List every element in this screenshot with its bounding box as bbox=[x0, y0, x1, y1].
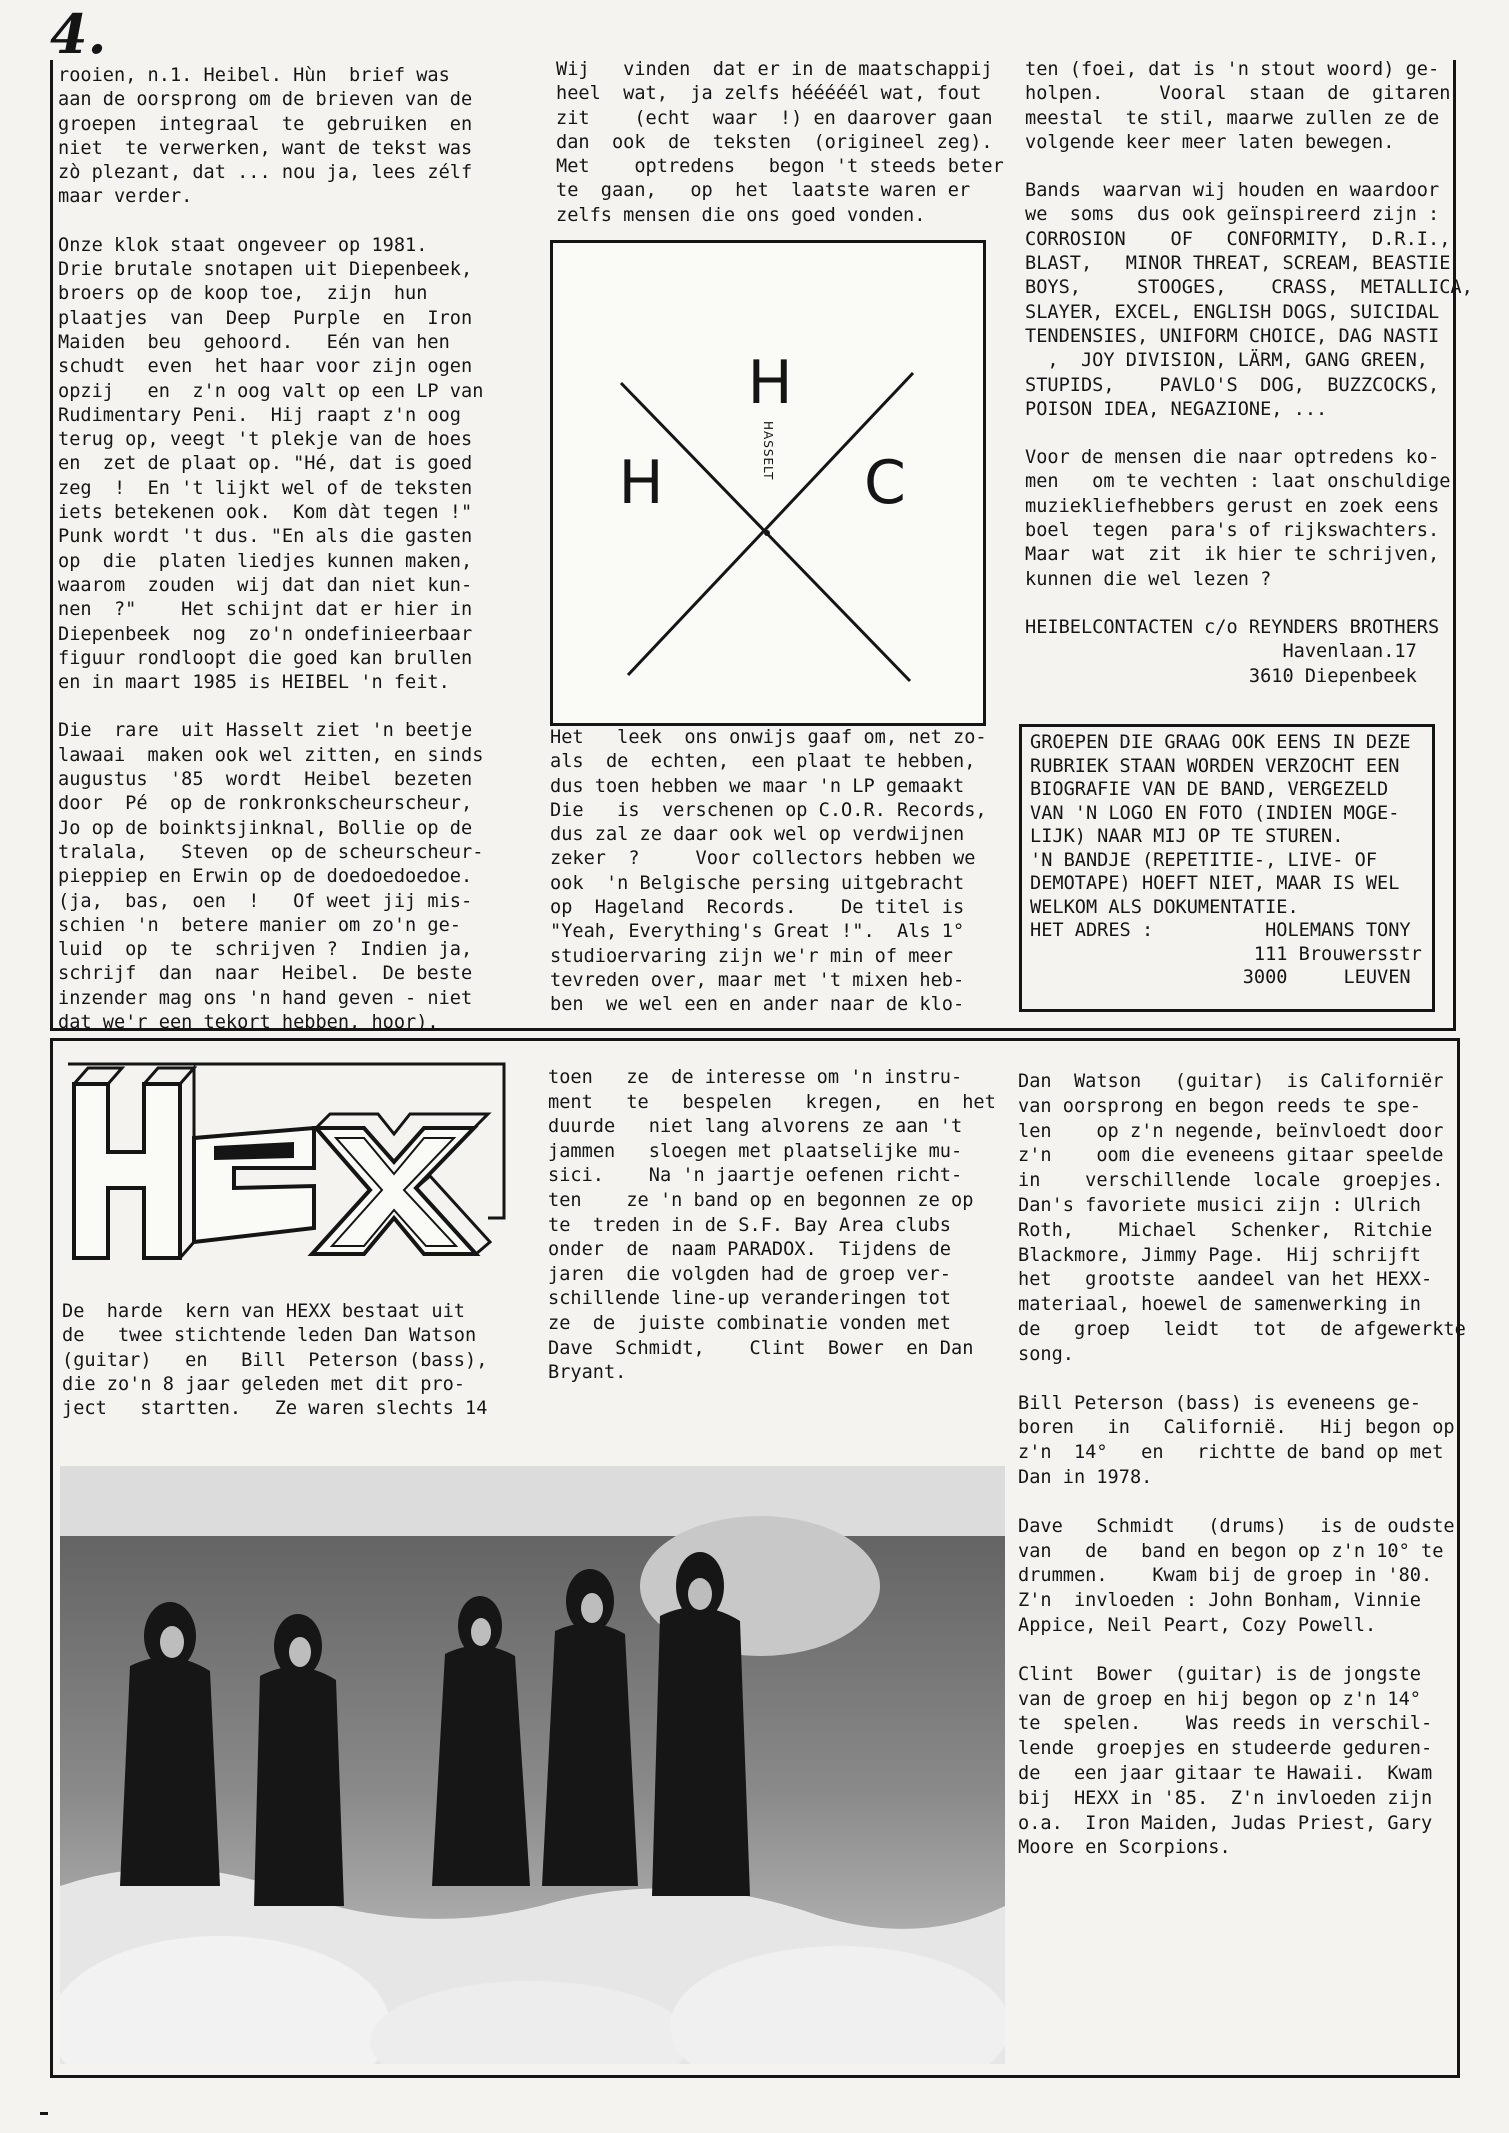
text-line: BOYS, STOOGES, CRASS, METALLICA, bbox=[1025, 277, 1473, 299]
text-line: van de band en begon op z'n 10° te bbox=[1018, 1540, 1444, 1562]
text-line: luid op te schrijven ? Indien ja, bbox=[58, 939, 473, 961]
text-line: inzender mag ons 'n hand geven - niet bbox=[58, 987, 473, 1009]
text-line: bij HEXX in '85. Z'n invloeden zijn bbox=[1018, 1787, 1433, 1809]
text-line: men om te vechten : laat onschuldige bbox=[1025, 471, 1451, 493]
text-line: en in maart 1985 is HEIBEL 'n feit. bbox=[58, 672, 450, 694]
text-line: de een jaar gitaar te Hawaii. Kwam bbox=[1018, 1762, 1433, 1784]
text-line: Die rare uit Hasselt ziet 'n beetje bbox=[58, 720, 473, 742]
notice-line: HET ADRES : HOLEMANS TONY bbox=[1030, 920, 1411, 941]
text-line: op die platen liedjes kunnen maken, bbox=[58, 550, 473, 572]
page-corner-mark bbox=[40, 2112, 48, 2115]
text-line: "Yeah, Everything's Great !". Als 1° bbox=[550, 921, 965, 943]
hexx-column-2 bbox=[548, 1066, 996, 1410]
paragraph bbox=[1025, 179, 1473, 422]
text-line: volgende keer meer laten bewegen. bbox=[1025, 131, 1395, 153]
text-line: dan ook de teksten (origineel zeg). bbox=[556, 131, 993, 153]
text-line: ten (foei, dat is 'n stout woord) ge- bbox=[1025, 59, 1440, 80]
text-line: sici. Na 'n jaartje oefenen richt- bbox=[548, 1165, 963, 1187]
text-line: jaren die volgden had de groep ver- bbox=[548, 1263, 951, 1285]
notice-line: 3000 LEUVEN bbox=[1030, 967, 1411, 988]
heibel-column-2-bottom bbox=[550, 726, 987, 1042]
text-line: meestal te stil, maarwe zullen ze de bbox=[1025, 107, 1440, 129]
text-line: dus zal ze daar ook wel op verdwijnen bbox=[550, 824, 965, 846]
hxc-letter-c-right: C bbox=[864, 448, 906, 518]
text-line: materiaal, hoewel de samenwerking in bbox=[1018, 1294, 1421, 1316]
text-line: BLAST, MINOR THREAT, SCREAM, BEASTIE bbox=[1025, 253, 1451, 275]
text-line: ben we wel een en ander naar de klo- bbox=[550, 994, 965, 1016]
text-line: ook 'n Belgische persing uitgebracht bbox=[550, 872, 965, 894]
text-line: Diepenbeek nog zo'n ondefinieerbaar bbox=[58, 623, 473, 645]
paragraph bbox=[58, 64, 483, 210]
text-line: schillende line-up veranderingen tot bbox=[548, 1288, 951, 1310]
text-line: als de echten, een plaat te hebben, bbox=[550, 751, 976, 773]
text-line: Die is verschenen op C.O.R. Records, bbox=[550, 799, 987, 821]
text-line: rooien, n.1. Heibel. Hùn brief was bbox=[58, 65, 450, 86]
heibel-column-2-top bbox=[556, 58, 1004, 252]
text-line: boren in Californië. Hij begon op bbox=[1018, 1417, 1455, 1439]
heibel-column-3 bbox=[1025, 58, 1473, 713]
text-line: Bill Peterson (bass) is eveneens ge- bbox=[1018, 1392, 1421, 1414]
notice-line: DEMOTAPE) HOEFT NIET, MAAR IS WEL bbox=[1030, 873, 1400, 894]
hexx-column-3 bbox=[1018, 1070, 1466, 1885]
text-line: zeg ! En 't lijkt wel of de teksten bbox=[58, 477, 473, 499]
notice-line: 111 Brouwersstr bbox=[1030, 943, 1422, 965]
text-line: en zet de plaat op. "Hé, dat is goed bbox=[58, 453, 473, 475]
text-line: Dan Watson (guitar) is Californiër bbox=[1018, 1071, 1444, 1092]
hexx-logo-label: HEXX bbox=[64, 1058, 67, 1059]
text-line: z'n oom die eveneens gitaar speelde bbox=[1018, 1145, 1444, 1167]
text-line: POISON IDEA, NEGAZIONE, ... bbox=[1025, 398, 1328, 420]
text-line: CORROSION OF CONFORMITY, D.R.I., bbox=[1025, 228, 1451, 250]
text-line: iets betekenen ook. Kom dàt tegen !" bbox=[58, 502, 473, 524]
text-line: ment te bespelen kregen, en het bbox=[548, 1091, 996, 1113]
text-line: te spelen. Was reeds in verschil- bbox=[1018, 1713, 1433, 1735]
text-line: heel wat, ja zelfs hééééél wat, fout bbox=[556, 83, 982, 105]
text-line: Roth, Michael Schenker, Ritchie bbox=[1018, 1219, 1433, 1241]
text-line: Onze klok staat ongeveer op 1981. bbox=[58, 234, 428, 256]
text-line: duurde niet lang alvorens ze aan 't bbox=[548, 1116, 963, 1138]
paragraph bbox=[1025, 616, 1473, 689]
text-line: groepen integraal te gebruiken en bbox=[58, 113, 473, 135]
text-line: van oorsprong en begon reeds te spe- bbox=[1018, 1095, 1421, 1117]
text-line: 3610 Diepenbeek bbox=[1025, 665, 1417, 687]
text-line: tevreden over, maar met 't mixen heb- bbox=[550, 969, 965, 991]
text-line: muziekliefhebbers gerust en zoek eens bbox=[1025, 495, 1440, 517]
text-line: maar verder. bbox=[58, 186, 193, 208]
text-line: zò plezant, dat ... nou ja, lees zélf bbox=[58, 162, 473, 184]
text-line: Dave Schmidt, Clint Bower en Dan bbox=[548, 1337, 974, 1359]
text-line: dat we'r een tekort hebben, hoor). bbox=[58, 1011, 439, 1033]
hexx-logo bbox=[64, 1058, 524, 1268]
paragraph bbox=[62, 1300, 487, 1421]
text-line: onder de naam PARADOX. Tijdens de bbox=[548, 1239, 951, 1261]
paragraph bbox=[1018, 1392, 1466, 1491]
text-line: Wij vinden dat er in de maatschappij bbox=[556, 59, 993, 80]
notice-line: VAN 'N LOGO EN FOTO (INDIEN MOGE- bbox=[1030, 802, 1400, 824]
text-line: toen ze de interesse om 'n instru- bbox=[548, 1067, 963, 1088]
notice-line: RUBRIEK STAAN WORDEN VERZOCHT EEN bbox=[1030, 755, 1400, 777]
text-line: Met optredens begon 't steeds beter bbox=[556, 156, 1004, 178]
hxc-hasselt-word: HASSELT bbox=[761, 421, 775, 481]
text-line: Het leek ons onwijs gaaf om, net zo- bbox=[550, 727, 987, 748]
text-line: aan de oorsprong om de brieven van de bbox=[58, 89, 473, 111]
paragraph bbox=[550, 726, 987, 1018]
text-line: kunnen die wel lezen ? bbox=[1025, 568, 1272, 590]
paragraph bbox=[1025, 446, 1473, 592]
text-line: , JOY DIVISION, LÄRM, GANG GREEN, bbox=[1025, 350, 1428, 372]
text-line: de groep leidt tot de afgewerkte bbox=[1018, 1318, 1466, 1340]
text-line: Bryant. bbox=[548, 1362, 627, 1384]
text-line: Appice, Neil Peart, Cozy Powell. bbox=[1018, 1614, 1377, 1636]
page-number: 4. bbox=[50, 2, 107, 66]
text-line: Clint Bower (guitar) is de jongste bbox=[1018, 1663, 1421, 1685]
text-line: het grootste aandeel van het HEXX- bbox=[1018, 1269, 1433, 1291]
text-line: terug op, veegt 't plekje van de hoes bbox=[58, 429, 473, 451]
submission-notice-box bbox=[1019, 724, 1435, 1012]
text-line: STUPIDS, PAVLO'S DOG, BUZZCOCKS, bbox=[1025, 374, 1440, 396]
paragraph bbox=[1025, 58, 1473, 155]
hxc-hasselt-logo bbox=[550, 240, 986, 726]
text-line: Z'n invloeden : John Bonham, Vinnie bbox=[1018, 1590, 1421, 1612]
notice-line: GROEPEN DIE GRAAG OOK EENS IN DEZE bbox=[1030, 732, 1411, 753]
text-line: te gaan, op het laatste waren er bbox=[556, 180, 971, 202]
text-line: te treden in de S.F. Bay Area clubs bbox=[548, 1214, 951, 1236]
text-line: SLAYER, EXCEL, ENGLISH DOGS, SUICIDAL bbox=[1025, 301, 1440, 323]
text-line: de twee stichtende leden Dan Watson bbox=[62, 1325, 477, 1347]
notice-line: BIOGRAFIE VAN DE BAND, VERGEZELD bbox=[1030, 779, 1389, 800]
text-line: lende groepjes en studeerde geduren- bbox=[1018, 1738, 1433, 1760]
text-line: (guitar) en Bill Peterson (bass), bbox=[62, 1349, 488, 1371]
notice-line: LIJK) NAAR MIJ OP TE STUREN. bbox=[1030, 826, 1344, 847]
paragraph bbox=[58, 719, 483, 1035]
text-line: zeker ? Voor collectors hebben we bbox=[550, 848, 976, 870]
text-line: z'n 14° en richtte de band op met bbox=[1018, 1442, 1444, 1464]
text-line: figuur rondloopt die goed kan brullen bbox=[58, 647, 473, 669]
text-line: boel tegen para's of rijkswachters. bbox=[1025, 520, 1440, 542]
text-line: song. bbox=[1018, 1343, 1074, 1365]
paragraph bbox=[556, 58, 1004, 228]
paragraph bbox=[1018, 1515, 1466, 1639]
text-line: ze de juiste combinatie vonden met bbox=[548, 1312, 951, 1334]
text-line: Maiden beu gehoord. Eén van hen bbox=[58, 331, 450, 353]
text-line: De harde kern van HEXX bestaat uit bbox=[62, 1301, 465, 1322]
text-line: Maar wat zit ik hier te schrijven, bbox=[1025, 544, 1440, 566]
text-line: Drie brutale snotapen uit Diepenbeek, bbox=[58, 259, 473, 281]
text-line: lawaai maken ook wel zitten, en sinds bbox=[58, 744, 484, 766]
hexx-column-1 bbox=[62, 1300, 487, 1445]
text-line: Dan's favoriete musici zijn : Ulrich bbox=[1018, 1194, 1421, 1216]
text-line: van de groep en hij begon op z'n 14° bbox=[1018, 1688, 1421, 1710]
text-line: ject startten. Ze waren slechts 14 bbox=[62, 1398, 488, 1420]
text-line: in verschillende locale groepjes. bbox=[1018, 1170, 1444, 1192]
text-line: Havenlaan.17 bbox=[1025, 641, 1417, 663]
text-line: jammen sloegen met plaatselijke mu- bbox=[548, 1140, 963, 1162]
notice-line: WELKOM ALS DOKUMENTATIE. bbox=[1030, 896, 1299, 918]
text-line: dus toen hebben we maar 'n LP gemaakt bbox=[550, 775, 965, 797]
text-line: opzij en z'n oog valt op een LP van bbox=[58, 380, 484, 402]
text-line: Dave Schmidt (drums) is de oudste bbox=[1018, 1515, 1455, 1537]
text-line: Bands waarvan wij houden en waardoor bbox=[1025, 180, 1440, 202]
hxc-letter-h-left: H bbox=[618, 448, 664, 518]
text-line: studioervaring zijn we'r min of meer bbox=[550, 945, 953, 967]
text-line: nen ?" Het schijnt dat er hier in bbox=[58, 599, 473, 621]
text-line: Punk wordt 't dus. "En als die gasten bbox=[58, 526, 473, 548]
text-line: schrijf dan naar Heibel. De beste bbox=[58, 963, 473, 985]
text-line: Rudimentary Peni. Hij raapt z'n oog bbox=[58, 404, 461, 426]
text-line: (ja, bas, oen ! Of weet jij mis- bbox=[58, 890, 473, 912]
paragraph bbox=[1018, 1663, 1466, 1861]
heibel-column-1 bbox=[58, 64, 483, 1059]
text-line: Moore en Scorpions. bbox=[1018, 1837, 1231, 1859]
text-line: die zo'n 8 jaar geleden met dit pro- bbox=[62, 1373, 465, 1395]
text-line: door Pé op de ronkronkscheurscheur, bbox=[58, 793, 473, 815]
text-line: TENDENSIES, UNIFORM CHOICE, DAG NASTI bbox=[1025, 325, 1440, 347]
text-line: Blackmore, Jimmy Page. Hij schrijft bbox=[1018, 1244, 1421, 1266]
text-line: niet te verwerken, want de tekst was bbox=[58, 137, 473, 159]
text-line: waarom zouden wij dat dan niet kun- bbox=[58, 574, 473, 596]
text-line: HEIBELCONTACTEN c/o REYNDERS BROTHERS bbox=[1025, 616, 1440, 638]
text-line: pieppiep en Erwin op de doedoedoedoe. bbox=[58, 866, 473, 888]
text-line: plaatjes van Deep Purple en Iron bbox=[58, 307, 473, 329]
text-line: Dan in 1978. bbox=[1018, 1466, 1153, 1488]
text-line: holpen. Vooral staan de gitaren bbox=[1025, 83, 1451, 105]
text-line: o.a. Iron Maiden, Judas Priest, Gary bbox=[1018, 1812, 1433, 1834]
text-line: drummen. Kwam bij de groep in '80. bbox=[1018, 1565, 1433, 1587]
notice-line: 'N BANDJE (REPETITIE-, LIVE- OF bbox=[1030, 849, 1378, 871]
paragraph bbox=[548, 1066, 996, 1386]
text-line: len op z'n negende, beïnvloedt door bbox=[1018, 1120, 1444, 1142]
paragraph bbox=[58, 234, 483, 696]
text-line: op Hageland Records. De titel is bbox=[550, 897, 965, 919]
text-line: tralala, Steven op de scheurscheur- bbox=[58, 841, 484, 863]
text-line: zelfs mensen die ons goed vonden. bbox=[556, 204, 926, 226]
text-line: augustus '85 wordt Heibel bezeten bbox=[58, 769, 473, 791]
paragraph bbox=[1018, 1070, 1466, 1368]
text-line: zit (echt waar !) en daarover gaan bbox=[556, 107, 993, 129]
text-line: schien 'n betere manier om zo'n ge- bbox=[58, 914, 461, 936]
text-line: ten ze 'n band op en begonnen ze op bbox=[548, 1189, 974, 1211]
text-line: broers op de koop toe, zijn hun bbox=[58, 283, 428, 305]
hexx-band-photo bbox=[60, 1466, 1005, 2064]
text-line: Voor de mensen die naar optredens ko- bbox=[1025, 447, 1440, 469]
text-line: Jo op de boinktsjinknal, Bollie op de bbox=[58, 817, 473, 839]
text-line: we soms dus ook geïnspireerd zijn : bbox=[1025, 204, 1440, 226]
text-line: schudt even het haar voor zijn ogen bbox=[58, 356, 473, 378]
hxc-letter-h-top: H bbox=[747, 348, 793, 418]
